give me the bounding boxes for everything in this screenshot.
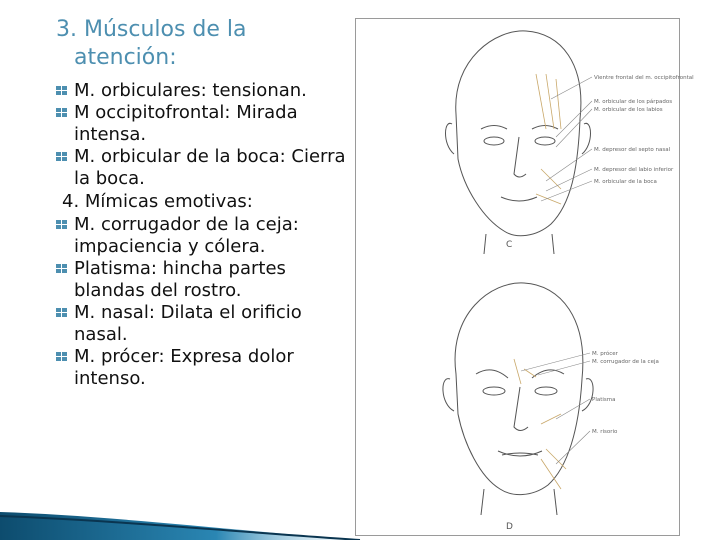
illustration-canvas (356, 19, 694, 535)
facial-muscles-illustration (355, 18, 694, 536)
figure-c-letter: C (506, 240, 513, 250)
bullet-icon (56, 308, 68, 318)
list-item-text: M. prócer: Expresa dolor intenso. (74, 346, 294, 389)
bullet-icon (56, 264, 68, 274)
title-line-1: 3. Músculos de la (56, 17, 247, 42)
bullet-icon (56, 108, 68, 118)
figure-d-letter: D (506, 522, 513, 532)
list-item (56, 102, 356, 146)
leader-lines-c (541, 77, 592, 201)
label-c-1: Vientre frontal del m. occipitofrontal (594, 75, 694, 81)
list-item (56, 346, 356, 390)
label-c-2: M. orbicular de los párpados (594, 99, 673, 105)
leader-lines-d (521, 353, 590, 464)
bullet-icon (56, 352, 68, 362)
list-item-text: M occipitofrontal: Mirada intensa. (74, 102, 298, 145)
slide-title (56, 16, 316, 72)
list-item-text: M. corrugador de la ceja: impaciencia y cólera. (74, 214, 299, 257)
list-item (56, 214, 356, 258)
title-line-2: atención: (74, 45, 177, 70)
label-d-2: M. corrugador de la ceja (592, 359, 659, 365)
list-item (56, 146, 356, 190)
label-d-3: Platisma (592, 397, 616, 403)
section-subheading: 4. Mímicas emotivas: (62, 191, 253, 212)
list-item-text: Platisma: hincha partes blandas del rostro. (74, 258, 286, 301)
bullet-icon (56, 86, 68, 96)
face-d-drawing (443, 283, 593, 515)
label-c-4: M. depresor del septo nasal (594, 147, 671, 153)
list-item (56, 80, 356, 102)
list-item-text: M. orbiculares: tensionan. (74, 80, 307, 101)
label-c-6: M. orbicular de la boca (594, 179, 657, 185)
bullet-list (56, 80, 356, 390)
label-c-5: M. depresor del labio inferior (594, 167, 674, 173)
list-item-text: M. nasal: Dilata el orificio nasal. (74, 302, 302, 345)
decorative-band (0, 460, 360, 540)
list-item (56, 258, 356, 302)
bullet-icon (56, 152, 68, 162)
face-c-drawing (446, 31, 591, 254)
label-c-3: M. orbicular de los labios (594, 107, 663, 113)
label-d-1: M. prócer (592, 351, 618, 357)
label-d-4: M. risorio (592, 429, 618, 435)
list-item (56, 302, 356, 346)
list-item-text: M. orbicular de la boca: Cierra la boca. (74, 146, 346, 189)
bullet-icon (56, 220, 68, 230)
labels-c (594, 75, 694, 185)
labels-d (592, 350, 659, 435)
